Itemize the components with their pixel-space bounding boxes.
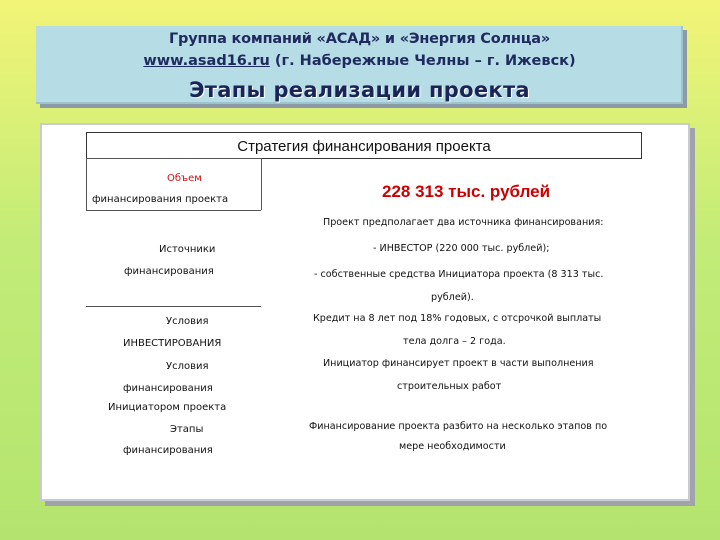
slide-title: Этапы реализации проекта: [189, 78, 530, 102]
financing-table: [86, 132, 642, 494]
stages-label-line2: финансирования: [123, 445, 213, 456]
initiator-text-line2: строительных работ: [397, 381, 502, 392]
stages-text-line2: мере необходимости: [399, 441, 506, 452]
initiator-text-line1: Инициатор финансирует проект в части выполнения: [323, 358, 594, 369]
volume-label-line2: финансирования проекта: [92, 194, 229, 205]
column-divider: [86, 158, 87, 210]
investment-label-line2: ИНВЕСТИРОВАНИЯ: [123, 338, 222, 349]
website-link[interactable]: www.asad16.ru: [143, 53, 270, 69]
initiator-label-line1: Условия: [166, 361, 209, 372]
sources-text-line1: Проект предполагает два источника финансирования:: [323, 217, 604, 228]
content-panel: [40, 123, 690, 501]
sources-text-line4: рублей).: [431, 292, 474, 303]
company-group-title: Группа компаний «АСАД» и «Энергия Солнца»: [168, 31, 551, 47]
location-text: (г. Набережные Челны – г. Ижевск): [269, 53, 576, 69]
header-banner: [36, 26, 683, 104]
column-divider: [261, 158, 262, 210]
volume-label-line1: Объем: [167, 173, 202, 184]
table-title: Стратегия финансирования проекта: [86, 132, 642, 159]
investment-label-line1: Условия: [166, 316, 209, 327]
row-divider: [86, 158, 261, 159]
initiator-label-line2: финансирования: [123, 383, 213, 394]
row-divider: [86, 210, 261, 211]
company-location-line: [36, 53, 683, 69]
row-divider: [86, 306, 261, 307]
sources-label-line1: Источники: [159, 244, 216, 255]
sources-text-line3: - собственные средства Инициатора проекта (8 313 тыс.: [314, 269, 604, 280]
volume-value: 228 313 тыс. рублей: [382, 182, 551, 201]
stages-text-line1: Финансирование проекта разбито на несколько этапов по: [309, 421, 608, 432]
sources-text-line2: - ИНВЕСТОР (220 000 тыс. рублей);: [373, 243, 550, 254]
investment-text-line1: Кредит на 8 лет под 18% годовых, с отсрочкой выплаты: [313, 313, 602, 324]
initiator-label-line3: Инициатором проекта: [108, 402, 227, 413]
investment-text-line2: тела долга – 2 года.: [403, 336, 506, 347]
sources-label-line2: финансирования: [124, 266, 214, 277]
stages-label-line1: Этапы: [170, 424, 204, 435]
